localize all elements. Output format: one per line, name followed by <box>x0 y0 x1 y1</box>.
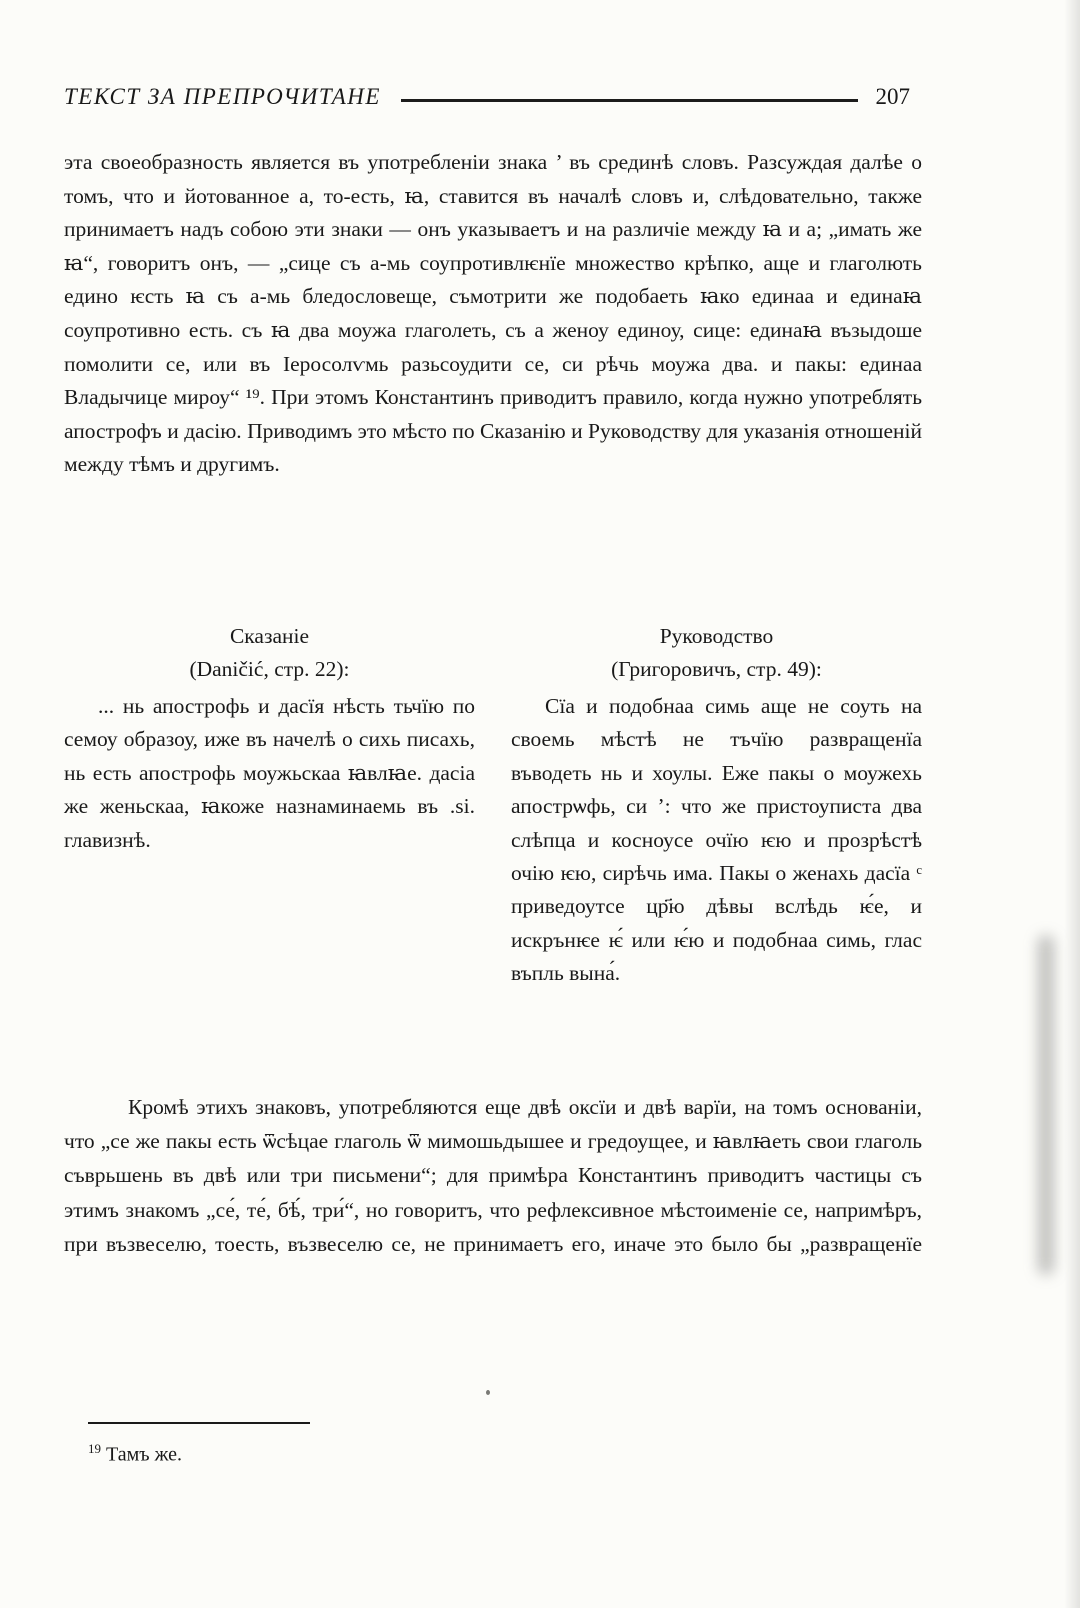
column-rukovodstvo <box>511 620 922 991</box>
footnote <box>88 1422 928 1468</box>
column-rukovodstvo-source: (Григоровичъ, стр. 49): <box>611 657 822 681</box>
paragraph-closing: Кромѣ этихъ знаковъ, употребляются еще двѣ оксїи и двѣ варїи, на томъ основаніи, что „се же пакы есть ѿсѣцае глаголь ѿ мимошьдышее и гредоущее, и ꙗвлꙗеть свои глаголь съврьшень въ двѣ или три письмени“; для примѣра Константинъ приводитъ частицы съ этимъ знакомъ „се́, те́, бѣ́, три́“, но говоритъ, что рефлексивное мѣстоименіе се, напримѣръ, при възвеселю, тоесть, възвеселю се, не принимаетъ его, иначе это было бы „развращенїе <box>64 1095 922 1256</box>
excerpt-columns <box>64 620 922 991</box>
column-skazanie-source: (Daničić, стр. 22): <box>189 657 350 681</box>
footnote-marker: 19 <box>88 1441 101 1456</box>
header-rule <box>401 99 858 102</box>
paragraph-intro: эта своеобразность является въ употребленіи знака ’ въ срединѣ словъ. Разсуждая далѣе о томъ, что и йотованное а, то-есть, ꙗ, ставится въ началѣ словъ и, слѣдовательно, также принимаетъ надъ собою эти знаки — онъ указываетъ и на различіе между ꙗ и а; „имать же ꙗ“, говоритъ онъ, — „сице съ а-мь соупротивлѥнїе множество крѣпко, аще и глаголють едино ѥсть ꙗ съ а-мь бледословеще, съмотрити же подобаеть ꙗко единаа и единаꙗ соупротивно есть. съ ꙗ два моужа глаголеть, съ а женоу единоу, сице: единаꙗ възыдоше помолити се, или въ Іеросолѵмь разьсоудити се, си рѣчь моужа два. и пакы: единаа Владычице мироу“ ¹⁹. При этомъ Константинъ приводитъ правило, когда нужно употреблять апострофъ и дасію. Приводимъ это мѣсто по Сказанію и Руководству для указанія отношеній между тѣмъ и другимъ. <box>64 150 922 477</box>
ink-dot-artifact <box>486 1390 490 1395</box>
column-rukovodstvo-title: Руководство <box>659 624 774 648</box>
page-edge-shading <box>1064 0 1080 1608</box>
column-rukovodstvo-body: Сїа и подобнаа симь аще не соуть на своемь мѣстѣ не тъчїю развращенїа въводеть нь и хоулы. Еже пакы о моужехь апострѡфь, си ’: что же пристоуписта два слѣпца и косноусе очїю ѥю и прозрѣстѣ очію ѥю, сирѣчь има. Пакы о женахь дасїа ᶜ приведоутсе цр҃ю дѣвы вслѣдь ѥ́е, и искрънѥе ѥ́ или ѥ́ю и подобнаа симь, глас въпль вына́. <box>511 694 922 986</box>
column-skazanie-body: ... нь апострофь и дасїя нѣсть тьчїю по семоу образоу, иже въ начелѣ о сихь писахь, нь есть апострофь моужьскаа ꙗвлꙗе. дасіа же женьскаа, ꙗкоже назнаминаемь въ .ѕі. главизнѣ. <box>64 694 475 852</box>
running-header <box>64 84 910 110</box>
running-header-title: ТЕКСТ ЗА ПРЕПРОЧИТАНЕ <box>64 84 381 109</box>
scan-shadow-artifact <box>1038 935 1054 1275</box>
column-skazanie <box>64 620 475 991</box>
footnote-rule <box>88 1422 310 1424</box>
column-skazanie-title: Сказаніе <box>229 624 310 648</box>
page-number: 207 <box>875 84 910 109</box>
footnote-text <box>88 1436 928 1468</box>
footnote-body: Тамъ же. <box>106 1443 183 1466</box>
